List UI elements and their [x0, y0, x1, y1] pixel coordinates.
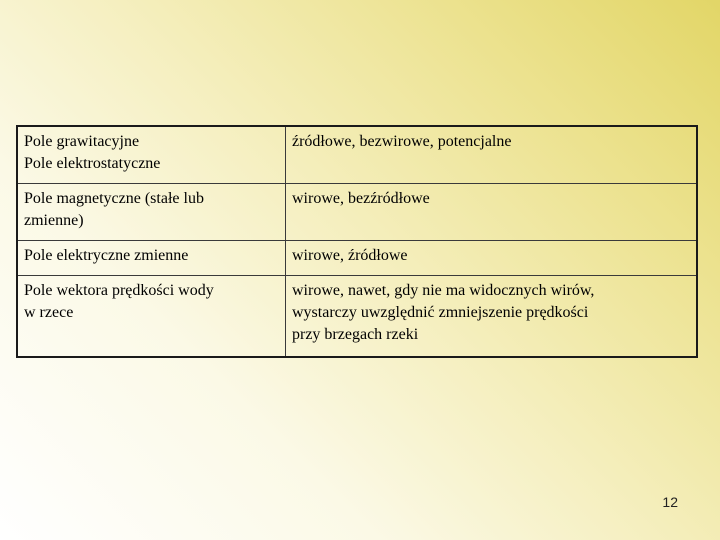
field-property-cell: [286, 126, 698, 184]
field-property-cell: [286, 241, 698, 276]
cell-text: wirowe, bezźródłowe: [292, 190, 430, 207]
field-name-cell: [17, 241, 286, 276]
field-name-cell: [17, 276, 286, 358]
cell-text: Pole grawitacyjne: [24, 133, 140, 150]
table-row: [17, 184, 697, 241]
field-name-cell: [17, 126, 286, 184]
table-row: [17, 241, 697, 276]
cell-text: wirowe, źródłowe: [292, 247, 408, 264]
field-properties-table: [16, 125, 698, 358]
cell-text: wirowe, nawet, gdy nie ma widocznych wirów,: [292, 282, 595, 299]
cell-text: przy brzegach rzeki: [292, 326, 419, 343]
field-name-cell: [17, 184, 286, 241]
cell-text: Pole elektrostatyczne: [24, 155, 161, 172]
table-row: [17, 126, 697, 184]
field-property-cell: [286, 184, 698, 241]
cell-text: Pole elektryczne zmienne: [24, 247, 189, 264]
cell-text: Pole magnetyczne (stałe lub: [24, 190, 204, 207]
field-property-cell: [286, 276, 698, 358]
cell-text: wystarczy uwzględnić zmniejszenie prędkości: [292, 304, 589, 321]
cell-text: w rzece: [24, 304, 74, 321]
cell-text: źródłowe, bezwirowe, potencjalne: [292, 133, 512, 150]
table-row: [17, 276, 697, 358]
cell-text: zmienne): [24, 212, 84, 229]
cell-text: Pole wektora prędkości wody: [24, 282, 214, 299]
page-number: 12: [662, 494, 678, 510]
